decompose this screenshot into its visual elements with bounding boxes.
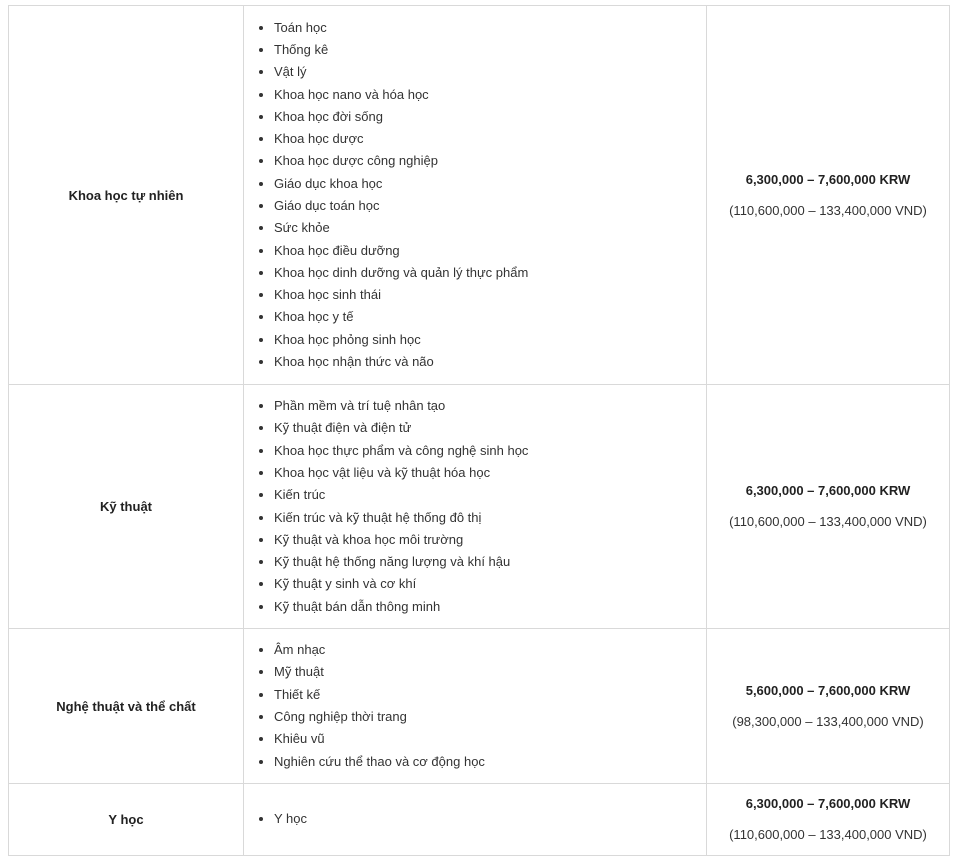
list-item: • Thiết kế: [274, 684, 706, 706]
fee-vnd: (98,300,000 – 133,400,000 VND): [732, 713, 924, 729]
list-item: • Nghiên cứu thể thao và cơ động học: [274, 751, 706, 773]
majors-cell: [244, 784, 707, 856]
list-item: • Khoa học thực phẩm và công nghệ sinh học: [274, 440, 706, 462]
list-item: • Thống kê: [274, 39, 706, 61]
majors-list: [254, 17, 706, 374]
majors-cell: [244, 629, 707, 784]
field-cell: Y học: [9, 784, 244, 856]
list-item: • Kiến trúc: [274, 484, 706, 506]
list-item: • Khoa học đời sống: [274, 106, 706, 128]
fee-krw: 6,300,000 – 7,600,000 KRW: [745, 171, 911, 187]
list-item: • Khiêu vũ: [274, 728, 706, 750]
list-item: • Kỹ thuật và khoa học môi trường: [274, 529, 706, 551]
fee-vnd: (110,600,000 – 133,400,000 VND): [729, 514, 927, 529]
list-item: • Phần mềm và trí tuệ nhân tạo: [274, 395, 706, 417]
fee-cell: [707, 784, 950, 856]
fee-cell: [707, 6, 950, 385]
list-item: • Kỹ thuật bán dẫn thông minh: [274, 596, 706, 618]
field-cell: Kỹ thuật: [9, 385, 244, 629]
list-item: • Khoa học phỏng sinh học: [274, 329, 706, 351]
fee-krw: 6,300,000 – 7,600,000 KRW: [745, 796, 911, 811]
list-item: • Mỹ thuật: [274, 661, 706, 683]
list-item: • Toán học: [274, 17, 706, 39]
list-item: • Sức khỏe: [274, 217, 706, 239]
list-item: • Y học: [274, 808, 706, 830]
list-item: • Khoa học sinh thái: [274, 284, 706, 306]
tuition-table-body: [9, 6, 950, 856]
fee-vnd: (110,600,000 – 133,400,000 VND): [729, 202, 927, 218]
list-item: • Giáo dục khoa học: [274, 173, 706, 195]
fee-krw: 5,600,000 – 7,600,000 KRW: [745, 682, 911, 698]
majors-list: [254, 395, 706, 618]
fee-krw: 6,300,000 – 7,600,000 KRW: [745, 483, 911, 498]
list-item: • Kiến trúc và kỹ thuật hệ thống đô thị: [274, 507, 706, 529]
list-item: • Khoa học nhận thức và não: [274, 351, 706, 373]
table-row: [9, 784, 950, 856]
fee-cell: [707, 629, 950, 784]
list-item: • Giáo dục toán học: [274, 195, 706, 217]
list-item: • Khoa học y tế: [274, 306, 706, 328]
majors-list: [254, 639, 706, 773]
field-cell: Khoa học tự nhiên: [9, 6, 244, 385]
fee-vnd: (110,600,000 – 133,400,000 VND): [729, 827, 927, 842]
list-item: • Vật lý: [274, 61, 706, 83]
list-item: • Công nghiệp thời trang: [274, 706, 706, 728]
list-item: • Khoa học dược: [274, 128, 706, 150]
list-item: • Kỹ thuật y sinh và cơ khí: [274, 573, 706, 595]
list-item: • Âm nhạc: [274, 639, 706, 661]
fee-cell: [707, 385, 950, 629]
majors-cell: [244, 6, 707, 385]
list-item: • Kỹ thuật hệ thống năng lượng và khí hậu: [274, 551, 706, 573]
list-item: • Khoa học dinh dưỡng và quản lý thực phẩm: [274, 262, 706, 284]
list-item: • Kỹ thuật điện và điện tử: [274, 417, 706, 439]
list-item: • Khoa học vật liệu và kỹ thuật hóa học: [274, 462, 706, 484]
table-row: [9, 385, 950, 629]
field-cell: Nghệ thuật và thể chất: [9, 629, 244, 784]
tuition-table: [8, 5, 950, 856]
list-item: • Khoa học điều dưỡng: [274, 240, 706, 262]
table-row: [9, 6, 950, 385]
majors-list: [254, 808, 706, 830]
list-item: • Khoa học nano và hóa học: [274, 84, 706, 106]
majors-cell: [244, 385, 707, 629]
table-row: [9, 629, 950, 784]
list-item: • Khoa học dược công nghiệp: [274, 150, 706, 172]
